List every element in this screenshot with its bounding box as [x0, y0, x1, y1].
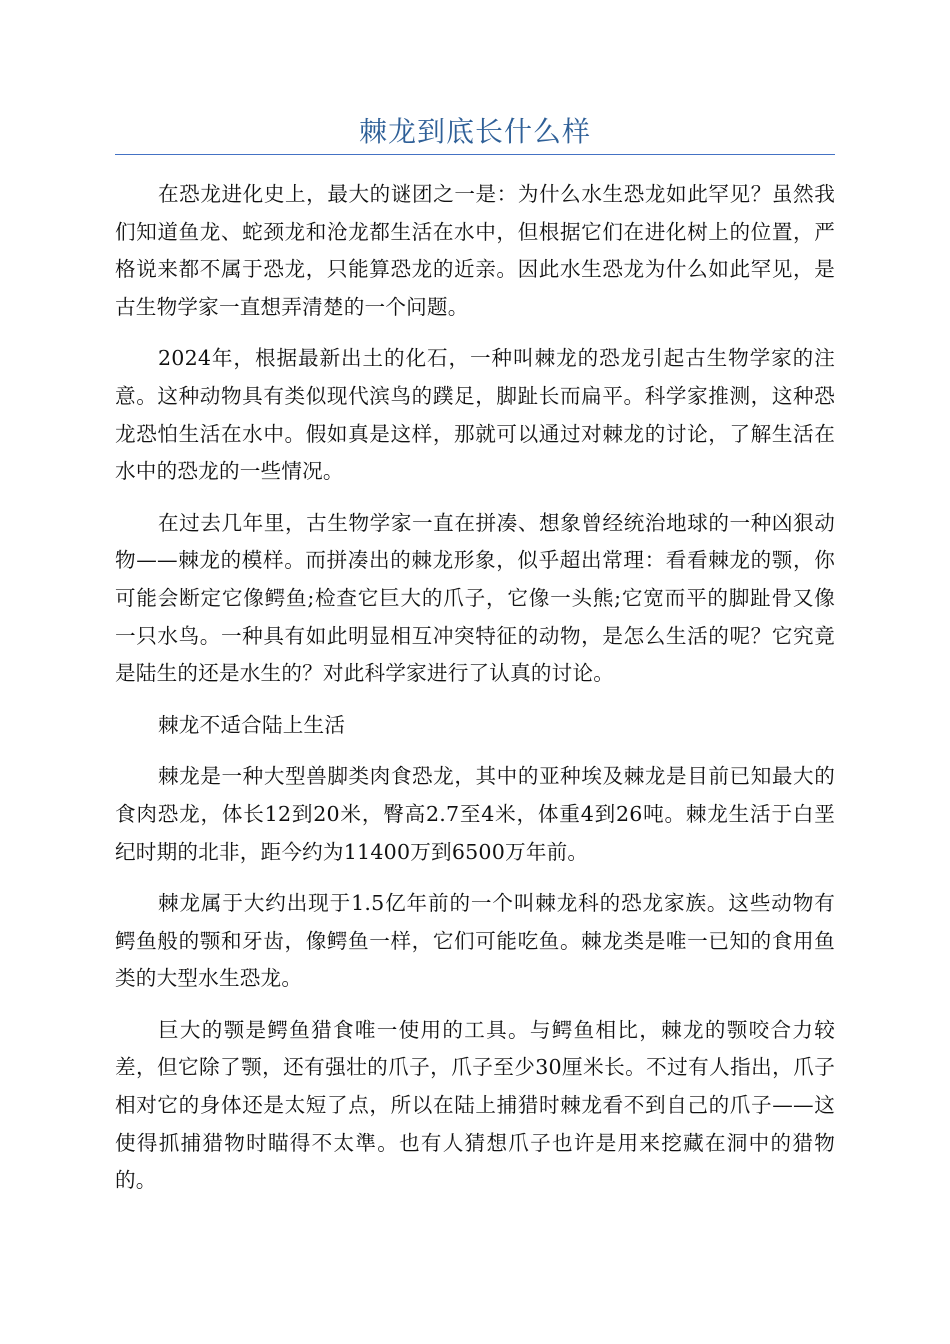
- document-body: [115, 176, 835, 1214]
- paragraph-intro: 在恐龙进化史上，最大的谜团之一是：为什么水生恐龙如此罕见？虽然我们知道鱼龙、蛇颈龙和沧龙都生活在水中，但根据它们在进化树上的位置，严格说来都不属于恐龙，只能算恐龙的近亲。因此水生恐龙为什么如此罕见，是古生物学家一直想弄清楚的一个问题。: [115, 182, 835, 319]
- paragraph-size: 棘龙是一种大型兽脚类肉食恐龙，其中的亚种埃及棘龙是目前已知最大的食肉恐龙，体长12到20米，臀高2.7至4米，体重4到26吨。棘龙生活于白垩纪时期的北非，距今约为11400万到6500万年前。: [115, 764, 835, 864]
- title-underline: [115, 154, 835, 155]
- section-heading: 棘龙不适合陆上生活: [158, 712, 346, 737]
- paragraph-family: 棘龙属于大约出现于1.5亿年前的一个叫棘龙科的恐龙家族。这些动物有鳄鱼般的颚和牙齿，像鳄鱼一样，它们可能吃鱼。棘龙类是唯一已知的食用鱼类的大型水生恐龙。: [115, 891, 835, 991]
- paragraph-appearance: 在过去几年里，古生物学家一直在拼凑、想象曾经统治地球的一种凶狠动物——棘龙的模样。而拼凑出的棘龙形象，似乎超出常理：看看棘龙的颚，你可能会断定它像鳄鱼;检查它巨大的爪子，它像一头熊;它宽而平的脚趾骨又像一只水鸟。一种具有如此明显相互冲突特征的动物，是怎么生活的呢？它究竟是陆生的还是水生的？对此科学家进行了认真的讨论。: [115, 510, 835, 686]
- paragraph-claws: 巨大的颚是鳄鱼猎食唯一使用的工具。与鳄鱼相比，棘龙的颚咬合力较差，但它除了颚，还有强壮的爪子，爪子至少30厘米长。不过有人指出，爪子相对它的身体还是太短了点，所以在陆上捕猎时棘龙看不到自己的爪子——这使得抓捕猎物时瞄得不太準。也有人猜想爪子也许是用来挖藏在洞中的猎物的。: [115, 1017, 835, 1193]
- document-title: 棘龙到底长什么样: [358, 115, 591, 148]
- paragraph-discovery: 2024年，根据最新出土的化石，一种叫棘龙的恐龙引起古生物学家的注意。这种动物具有类似现代滨鸟的蹼足，脚趾长而扁平。科学家推测，这种恐龙恐怕生活在水中。假如真是这样，那就可以通过对棘龙的讨论，了解生活在水中的恐龙的一些情况。: [115, 346, 835, 484]
